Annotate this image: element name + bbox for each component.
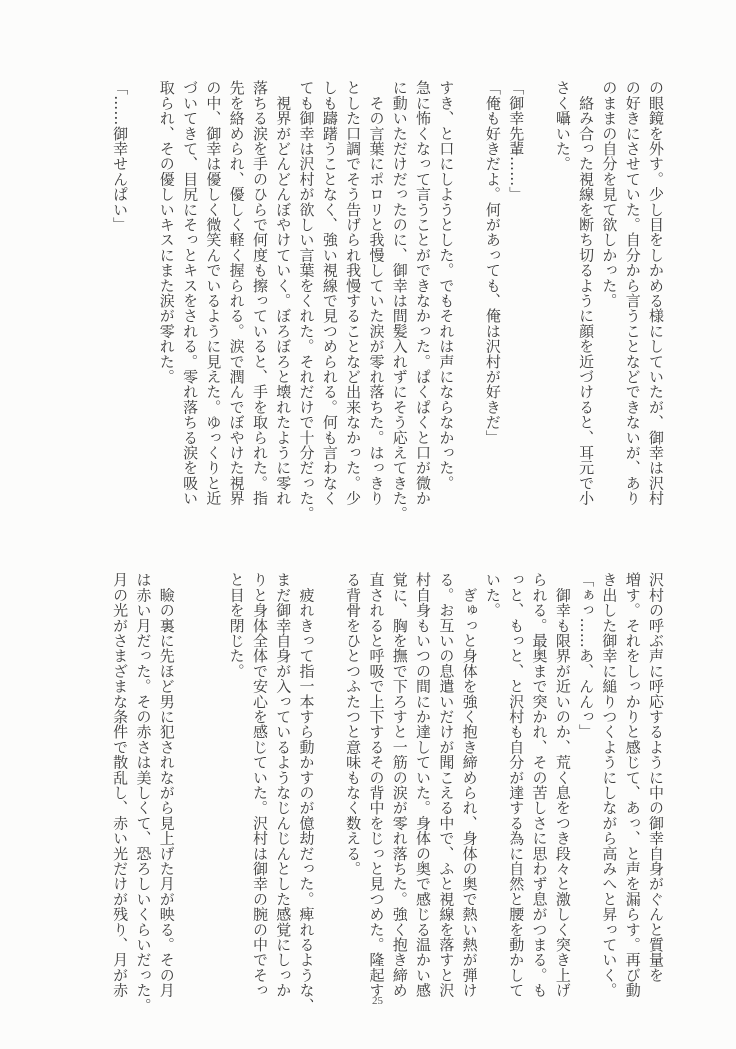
- text-line: しも躊躇うことなく、強い視線で見つめられる。何も言わなく: [320, 80, 339, 506]
- text-line: 村自身もいつの間にか達していた。身体の奥で感じる温かい感: [414, 572, 433, 998]
- text-block-top: [108, 80, 667, 521]
- text-line: る。お互いの息遣いだけが聞こえる中で、ふと視線を落すと沢: [437, 572, 456, 998]
- text-line: 沢村の呼ぶ声に呼応するように中の御幸自身がぐんと質量を: [647, 572, 665, 983]
- text-line: 御幸も限界が近いのか、荒く息をつき段々と激しく突き上げ: [553, 572, 572, 998]
- text-line: とした口調でそう告げられ我慢することなど出来なかった。少: [344, 80, 363, 506]
- text-line: の好きにさせていた。自分から言うことなどできないが、あり: [623, 80, 642, 506]
- text-line: いた。: [483, 572, 502, 618]
- text-line: づいてきて、目尻にそっとキスをされる。零れ落ちる涙を吸い: [181, 80, 200, 506]
- text-line: 絡み合った視線を断ち切るように顔を近づけると、耳元で小: [577, 80, 596, 506]
- text-line: は赤い月だった。その赤さは美しくて、恐ろしいくらいだった。: [134, 572, 153, 1013]
- text-line: すき、と口にしようとした。でもそれは声にならなかった。: [437, 80, 456, 491]
- text-line: りと身体全体で安心を感じていた。沢村は御幸の腕の中でそっ: [250, 572, 269, 998]
- text-line: 「……御幸せんぱい」: [111, 80, 130, 232]
- text-line: 落ちる涙を手のひらで何度も擦っていると、手を取られた。指: [250, 80, 269, 506]
- page-number: 25: [372, 995, 383, 1007]
- text-line: 取られ、その優しいキスにまた涙が零れた。: [157, 80, 176, 384]
- text-line: [527, 80, 550, 510]
- text-line: [457, 80, 480, 510]
- text-line: さく囁いた。: [553, 80, 572, 172]
- text-line: 「俺も好きだよ。何があっても、俺は沢村が好きだ」: [483, 80, 502, 445]
- text-line: のままの自分を見て欲しかった。: [600, 80, 619, 308]
- text-line: ぎゅっと身体を強く抱き締められ、身体の奥で熱い熱が弾け: [460, 572, 479, 998]
- text-line: き出した御幸に縋りつくようにしながら高みへと昇っていく。: [600, 572, 619, 998]
- text-line: ても御幸は沢村が欲しい言葉をくれた。それだけで十分だった。: [297, 80, 316, 521]
- text-line: 瞼の裏に先ほど男に犯されながら見上げた月が映る。その月: [157, 572, 176, 998]
- text-line: 月の光がさまざまな条件で散乱し、赤い光だけが残り、月が赤: [111, 572, 130, 998]
- text-line: [131, 80, 154, 510]
- text-line: 急に怖くなって言うことができなかった。ぱくぱくと口が微か: [414, 80, 433, 506]
- text-line: まだ御幸自身が入っているようなじんじんとした感覚にしっか: [274, 572, 293, 998]
- text-line: [318, 572, 341, 982]
- text-line: 覚に、胸を撫で下ろすと一筋の涙が零れ落ちた。強く抱き締め: [390, 572, 409, 998]
- text-line: その言葉にポロリと我慢していた涙が零れ落ちた。はっきり: [367, 80, 386, 506]
- text-line: の中、御幸は優しく微笑んでいるように見えた。ゆっくりと近: [204, 80, 223, 506]
- text-line: 先を絡められ、優しく軽く握られる。涙で潤んでぼやけた視界: [227, 80, 246, 506]
- text-line: に動いただけだったのに、御幸は間髪入れずにそう応えてきた。: [390, 80, 409, 521]
- text-line: 直されると呼吸で上下するその背中をじっと見つめた。隆起す: [367, 572, 386, 998]
- text-line: [178, 572, 201, 982]
- text-line: る背骨をひとつふたつと意味もなく数える。: [344, 572, 363, 876]
- text-line: と目を閉じた。: [227, 572, 246, 679]
- text-line: 「御幸先輩……」: [507, 80, 526, 202]
- text-line: 「ぁっ……あ、んんっ」: [577, 572, 596, 740]
- text-line: の眼鏡を外す。少し目をしかめる様にしていたが、御幸は沢村: [647, 80, 665, 506]
- text-line: っと、もっと、と沢村も自分が達する為に自然と腰を動かして: [507, 572, 526, 998]
- text-line: 増す。それをしっかりと感じて、あっ、と声を漏らす。再び動: [623, 572, 642, 998]
- text-line: 視界がどんどんぼやけていく。ぼろぼろと壊れたように零れ: [274, 80, 293, 506]
- text-line: [201, 572, 224, 982]
- text-line: 疲れきって指一本すら動かすのが億劫だった。痺れるような、: [297, 572, 316, 1013]
- text-line: られる。最奥まで突かれ、その苦しさに思わず息がつまる。も: [530, 572, 549, 998]
